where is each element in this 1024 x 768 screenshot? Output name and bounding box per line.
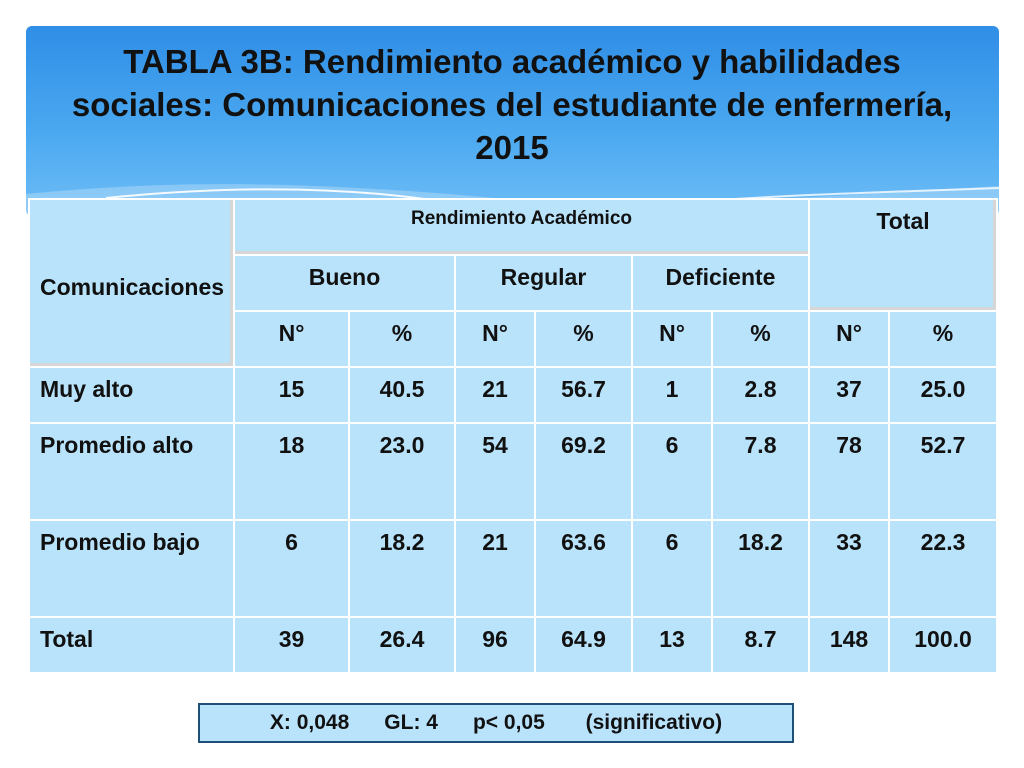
subheader-cell: N° [234,311,349,367]
table-cell: 25.0 [889,367,997,423]
row-label: Promedio bajo [29,520,234,617]
total-header: Total [809,199,997,311]
table-cell: 23.0 [349,423,455,520]
statistics-box [198,703,794,743]
table-cell: 148 [809,617,889,673]
table-cell: 2.8 [712,367,809,423]
table-cell: 64.9 [535,617,632,673]
corner-header: Comunicaciones [29,199,234,367]
table-cell: 21 [455,367,535,423]
subheader-cell: % [535,311,632,367]
table-cell: 18.2 [349,520,455,617]
table-cell: 6 [632,520,712,617]
category-header: Deficiente [632,255,809,311]
table-cell: 39 [234,617,349,673]
table-row [29,367,997,423]
subheader-cell: N° [809,311,889,367]
table-cell: 96 [455,617,535,673]
table-cell: 15 [234,367,349,423]
table-cell: 37 [809,367,889,423]
table-cell: 18 [234,423,349,520]
table-row-total [29,617,997,673]
table-cell: 8.7 [712,617,809,673]
table-cell: 69.2 [535,423,632,520]
category-header: Regular [455,255,632,311]
row-label: Muy alto [29,367,234,423]
table-cell: 22.3 [889,520,997,617]
table-cell: 6 [234,520,349,617]
table-cell: 7.8 [712,423,809,520]
results-table [28,198,998,674]
subheader-cell: % [712,311,809,367]
table-cell: 40.5 [349,367,455,423]
table-row [29,423,997,520]
table-cell: 100.0 [889,617,997,673]
table-cell: 18.2 [712,520,809,617]
table-cell: 1 [632,367,712,423]
header-row-group [29,199,997,255]
table-cell: 78 [809,423,889,520]
subheader-cell: N° [455,311,535,367]
table-cell: 52.7 [889,423,997,520]
subheader-cell: % [889,311,997,367]
row-label: Promedio alto [29,423,234,520]
table-row [29,520,997,617]
table-cell: 26.4 [349,617,455,673]
page-title: TABLA 3B: Rendimiento académico y habilidades sociales: Comunicaciones del estudiante de enfermería, 2015 [71,43,953,166]
table-cell: 33 [809,520,889,617]
table-cell: 6 [632,423,712,520]
table-cell: 56.7 [535,367,632,423]
statistics-text: X: 0,048 GL: 4 p< 0,05 (significativo) [269,711,723,734]
table-cell: 54 [455,423,535,520]
table-cell: 21 [455,520,535,617]
subheader-cell: N° [632,311,712,367]
row-label: Total [29,617,234,673]
subheader-cell: % [349,311,455,367]
table-cell: 63.6 [535,520,632,617]
group-header: Rendimiento Académico [234,199,809,255]
table-cell: 13 [632,617,712,673]
category-header: Bueno [234,255,455,311]
